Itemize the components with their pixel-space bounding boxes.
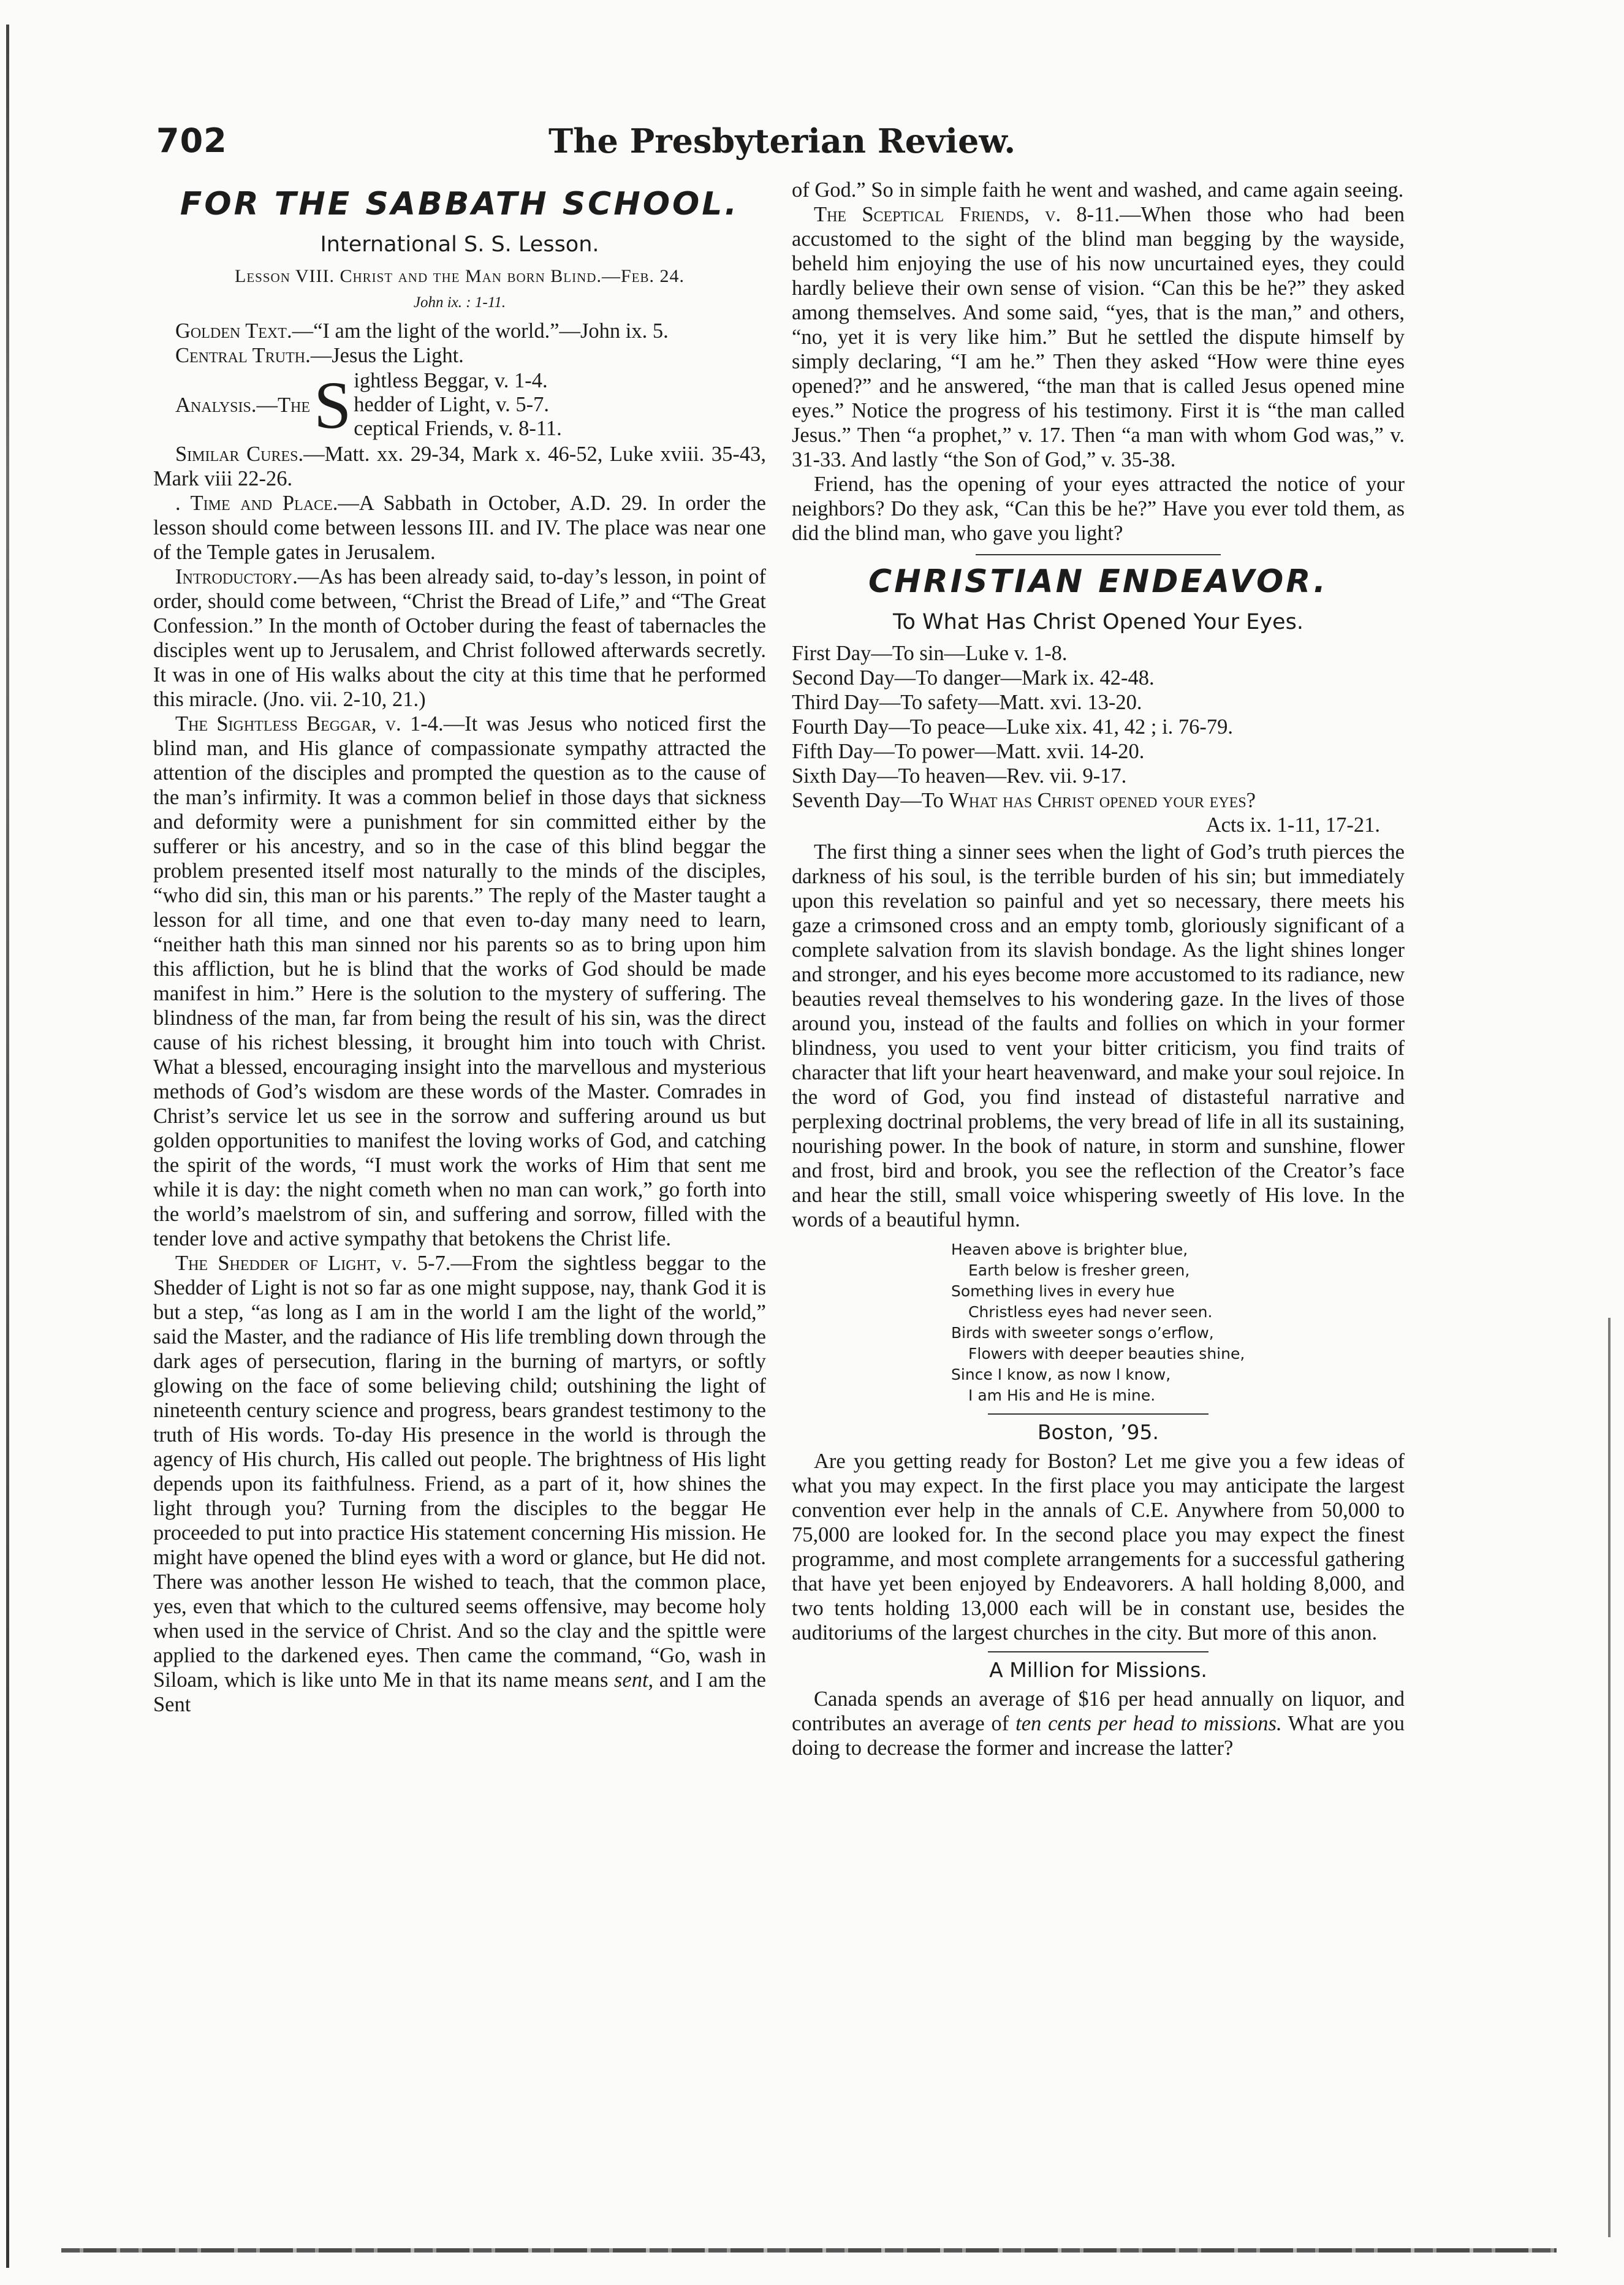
- sightless-beggar: [153, 712, 766, 1251]
- time-and-place: [153, 491, 766, 565]
- seventh-day-ref: Acts ix. 1-11, 17-21.: [1205, 813, 1380, 837]
- time-place-body: —A Sabbath in October, A.D. 29. In order the lesson should come between lessons III. and IV. The place was near one of the Temple gates in Jerusalem.: [153, 492, 766, 564]
- scan-edge-right: [1608, 1318, 1611, 2237]
- friend-paragraph: Friend, has the opening of your eyes attracted the notice of your neighbors? Do they ask, “Can this be he?” Have you ever told them, as did the blind man, who gave you light?: [792, 473, 1405, 545]
- hymn-line: Heaven above is brighter blue,: [951, 1241, 1188, 1258]
- analysis-label: Analysis.—The: [175, 393, 311, 417]
- hymn-line: Birds with sweeter songs o’erflow,: [951, 1324, 1214, 1342]
- introductory-label: Introductory.: [175, 565, 298, 588]
- shedder-label: The Shedder of Light, v. 5-7.: [175, 1252, 451, 1275]
- missions-end: What are you doing to decrease the former and increase the latter?: [792, 1712, 1405, 1760]
- sabbath-school-title: FOR THE SABBATH SCHOOL.: [180, 186, 740, 222]
- bottom-scan-rule: [61, 2248, 1557, 2253]
- sceptical-friends: [792, 202, 1405, 472]
- scan-edge-left: [6, 25, 9, 2268]
- golden-text-body: —“I am the light of the world.”—John ix. 5.: [292, 319, 669, 343]
- analysis-lines: [354, 369, 561, 441]
- boston-heading: Boston, ’95.: [1037, 1420, 1159, 1444]
- page-number: 702: [156, 121, 227, 160]
- ce-subheading: To What Has Christ Opened Your Eyes.: [893, 610, 1303, 634]
- christian-endeavor-title: CHRISTIAN ENDEAVOR.: [868, 563, 1328, 600]
- shedder-of-light: [153, 1251, 766, 1717]
- hymn-line: Since I know, as now I know,: [951, 1366, 1171, 1383]
- reading-day: Third Day—To safety—Matt. xvi. 13-20.: [792, 691, 1142, 714]
- boston-rule: [988, 1413, 1209, 1415]
- reading-day: [792, 788, 1405, 813]
- time-place-label: . Time and Place.: [175, 492, 338, 515]
- golden-text-label: Golden Text.: [175, 319, 292, 343]
- missions-rule: [988, 1651, 1209, 1652]
- seventh-day-topic: What has Christ opened your eyes?: [949, 789, 1256, 812]
- analysis-line: ightless Beggar, v. 1-4.: [354, 369, 548, 392]
- hymn: [951, 1239, 1405, 1406]
- shedder-italic: sent: [613, 1668, 648, 1692]
- similar-cures: [153, 442, 766, 491]
- right-column: [792, 178, 1405, 1760]
- sightless-beggar-body: —It was Jesus who noticed first the blind man, and His glance of compassionate sympathy attracted the attention of the disciples and prompted the question as to the cause of the man’s infirmity. It was a common belief in those days that sickness and deformity were a punishment for sin committed either by the sufferer or his ancestry, and so in the case of this blind beggar the problem presented itself most naturally to the minds of the disciples, “who did sin, this man or his parents.” The reply of the Master taught a lesson for all time, and one that even to-day many need to learn, “neither hath this man sinned nor his parents so as to bring upon him this affliction, but he is blind that the works of God should be made manifest in him.” Here is the solution to the mystery of suffering. The blindness of the man, far from being the result of his sin, was the direct cause of his richest blessing, it brought him into touch with Christ. What a blessed, encouraging insight into the marvellous and mysterious methods of God’s wisdom are these words of the Master. Comrades in Christ’s service let us see in the sorrow and suffering around us but golden opportunities to manifest the loving works of God, and catching the spirit of the words, “I must work the works of Him that sent me while it is day: the night cometh when no man can work,” go forth into the world’s maelstrom of sin, and suffering and sorrow, filled with the tender love and active sympathy that betokens the Christ life.: [153, 712, 766, 1250]
- lesson-scripture-ref: John ix. : 1-11.: [413, 294, 506, 311]
- introductory-body: —As has been already said, to-day’s lesson, in point of order, should come between, “Christ the Bread of Life,” and “The Great Confession.” In the month of October during the feast of tabernacles the disciples went up to Jerusalem, and Christ followed afterwards secretly. It was in one of His walks about the city at this time that he performed this miracle. (Jno. vii. 2-10, 21.): [153, 565, 766, 711]
- central-truth-label: Central Truth.: [175, 344, 311, 367]
- page-header: [156, 121, 1400, 170]
- similar-cures-label: Similar Cures.: [175, 443, 304, 466]
- golden-text: [153, 319, 766, 343]
- hymn-line: Christless eyes had never seen.: [968, 1303, 1213, 1321]
- analysis-brace-letter: S: [314, 367, 352, 443]
- analysis: [175, 369, 766, 441]
- hymn-line: Flowers with deeper beauties shine,: [968, 1345, 1245, 1363]
- missions-italic: ten cents per head to missions.: [1015, 1712, 1282, 1735]
- reading-day: Fourth Day—To peace—Luke xix. 41, 42 ; i. 76-79.: [792, 715, 1234, 739]
- analysis-line: hedder of Light, v. 5-7.: [354, 393, 549, 416]
- similar-cures-body: —Matt. xx. 29-34, Mark x. 46-52, Luke xviii. 35-43, Mark viii 22-26.: [153, 443, 766, 490]
- daily-readings: [792, 641, 1405, 837]
- sceptical-label: The Sceptical Friends, v. 8-11.: [814, 203, 1120, 226]
- missions-start: Canada spends an average of $16 per head annually on liquor, and contributes an average of: [792, 1687, 1405, 1735]
- left-column: [153, 178, 766, 1717]
- first-thing-paragraph: The first thing a sinner sees when the light of God’s truth pierces the darkness of his soul, is the terrible burden of his sin; but immediately upon this revelation so painful and yet so necessary, there meets his gaze a crimsoned cross and an empty tomb, gloriously significant of a complete salvation from its slavish bondage. As the light shines longer and stronger, and his eyes become more accustomed to its radiance, new beauties reveal themselves to his wondering gaze. In the lives of those around you, instead of the faults and follies on which in your former blindness, you used to vent your bitter criticism, you find traits of character that lift your heart heavenward, and make your soul rejoice. In the word of God, you find instead of distasteful narrative and perplexing doctrinal problems, the very bread of life in all its sustaining, nourishing power. In the book of nature, in storm and sunshine, flower and frost, bird and brook, you see the reflection of the Creator’s face and hear the still, small voice whispering sweetly of His love. In the words of a beautiful hymn.: [792, 840, 1405, 1231]
- reading-day: First Day—To sin—Luke v. 1-8.: [792, 642, 1068, 665]
- central-truth-body: —Jesus the Light.: [310, 344, 464, 367]
- hymn-line: Earth below is fresher green,: [968, 1261, 1190, 1279]
- section-divider: [976, 554, 1221, 555]
- seventh-day-prefix: Seventh Day—To: [792, 789, 949, 812]
- reading-day: Fifth Day—To power—Matt. xvii. 14-20.: [792, 740, 1145, 763]
- sightless-beggar-label: The Sightless Beggar, v. 1-4.: [175, 712, 444, 736]
- reading-day: Sixth Day—To heaven—Rev. vii. 9-17.: [792, 764, 1127, 788]
- shedder-body: —From the sightless beggar to the Shedder of Light is not so far as one might suppose, nay, thank God it is but a step, “as long as I am in the world I am the light of the world,” said the Master, and the radiance of His life trembling down through the dark ages of persecution, flaring in the burning of martyrs, or softly glowing on the face of some believing child; outshining the light of nineteenth century science and progress, bears grandest testimony to the truth of His words. To-day His presence in the world is through the agency of His church, His called out people. The brightness of His light depends upon its faithfulness. Friend, as a part of it, how shines the light through you? Turning from the disciples to the beggar He proceeded to put into practice His statement concerning His mission. He might have opened the blind eyes with a word or glance, but He did not. There was another lesson He wished to teach, that the common place, yes, even that which to the cultured seems offensive, may become holy when used in the service of Christ. And so the clay and the spittle were applied to the darkened eyes. Then came the command, “Go, wash in Siloam, which is like unto Me in that its name means: [153, 1252, 767, 1692]
- lesson-line: Lesson VIII. Christ and the Man born Blind.—Feb. 24.: [235, 266, 685, 286]
- lesson-subheading: International S. S. Lesson.: [320, 232, 599, 257]
- sceptical-body: —When those who had been accustomed to the sight of the blind man begging by the wayside, beheld him enjoying the use of his now uncurtained eyes, they could hardly believe their own sense of vision. “Can this be he?” they asked among themselves. And some said, “yes, that is the man,” and others, “no, yet it is very like him.” But he settled the dispute himself by simply declaring, “I am he.” Then they asked “How were thine eyes opened?” and he answered, “the man that is called Jesus opened mine eyes.” Notice the progress of his testimony. First it is “the man called Jesus.” Then “a prophet,” v. 17. Then “a man with whom God was,” v. 31-33. And lastly “the Son of God,” v. 35-38.: [792, 203, 1405, 471]
- shedder-end: , and I am the Sent: [153, 1668, 766, 1716]
- continuation-text: of God.” So in simple faith he went and washed, and came again seeing.: [792, 178, 1404, 202]
- missions-heading: A Million for Missions.: [989, 1658, 1207, 1682]
- running-title: The Presbyterian Review.: [548, 121, 1016, 161]
- reading-day: Second Day—To danger—Mark ix. 42-48.: [792, 666, 1155, 690]
- hymn-line: I am His and He is mine.: [968, 1386, 1156, 1404]
- central-truth: [153, 343, 766, 368]
- introductory: [153, 565, 766, 712]
- boston-paragraph: Are you getting ready for Boston? Let me give you a few ideas of what you may expect. In the first place you may anticipate the largest convention ever help in the annals of C.E. Anywhere from 50,000 to 75,000 are looked for. In the second place you may expect the finest programme, and most complete arrangements for a successful gathering that have yet been enjoyed by Endeavorers. A hall holding 8,000, and two tents holding 13,000 each will be in constant use, besides the auditoriums of the largest churches in the city. But more of this anon.: [792, 1450, 1405, 1644]
- analysis-line: ceptical Friends, v. 8-11.: [354, 417, 562, 440]
- hymn-line: Something lives in every hue: [951, 1282, 1175, 1300]
- missions-paragraph: [792, 1687, 1405, 1760]
